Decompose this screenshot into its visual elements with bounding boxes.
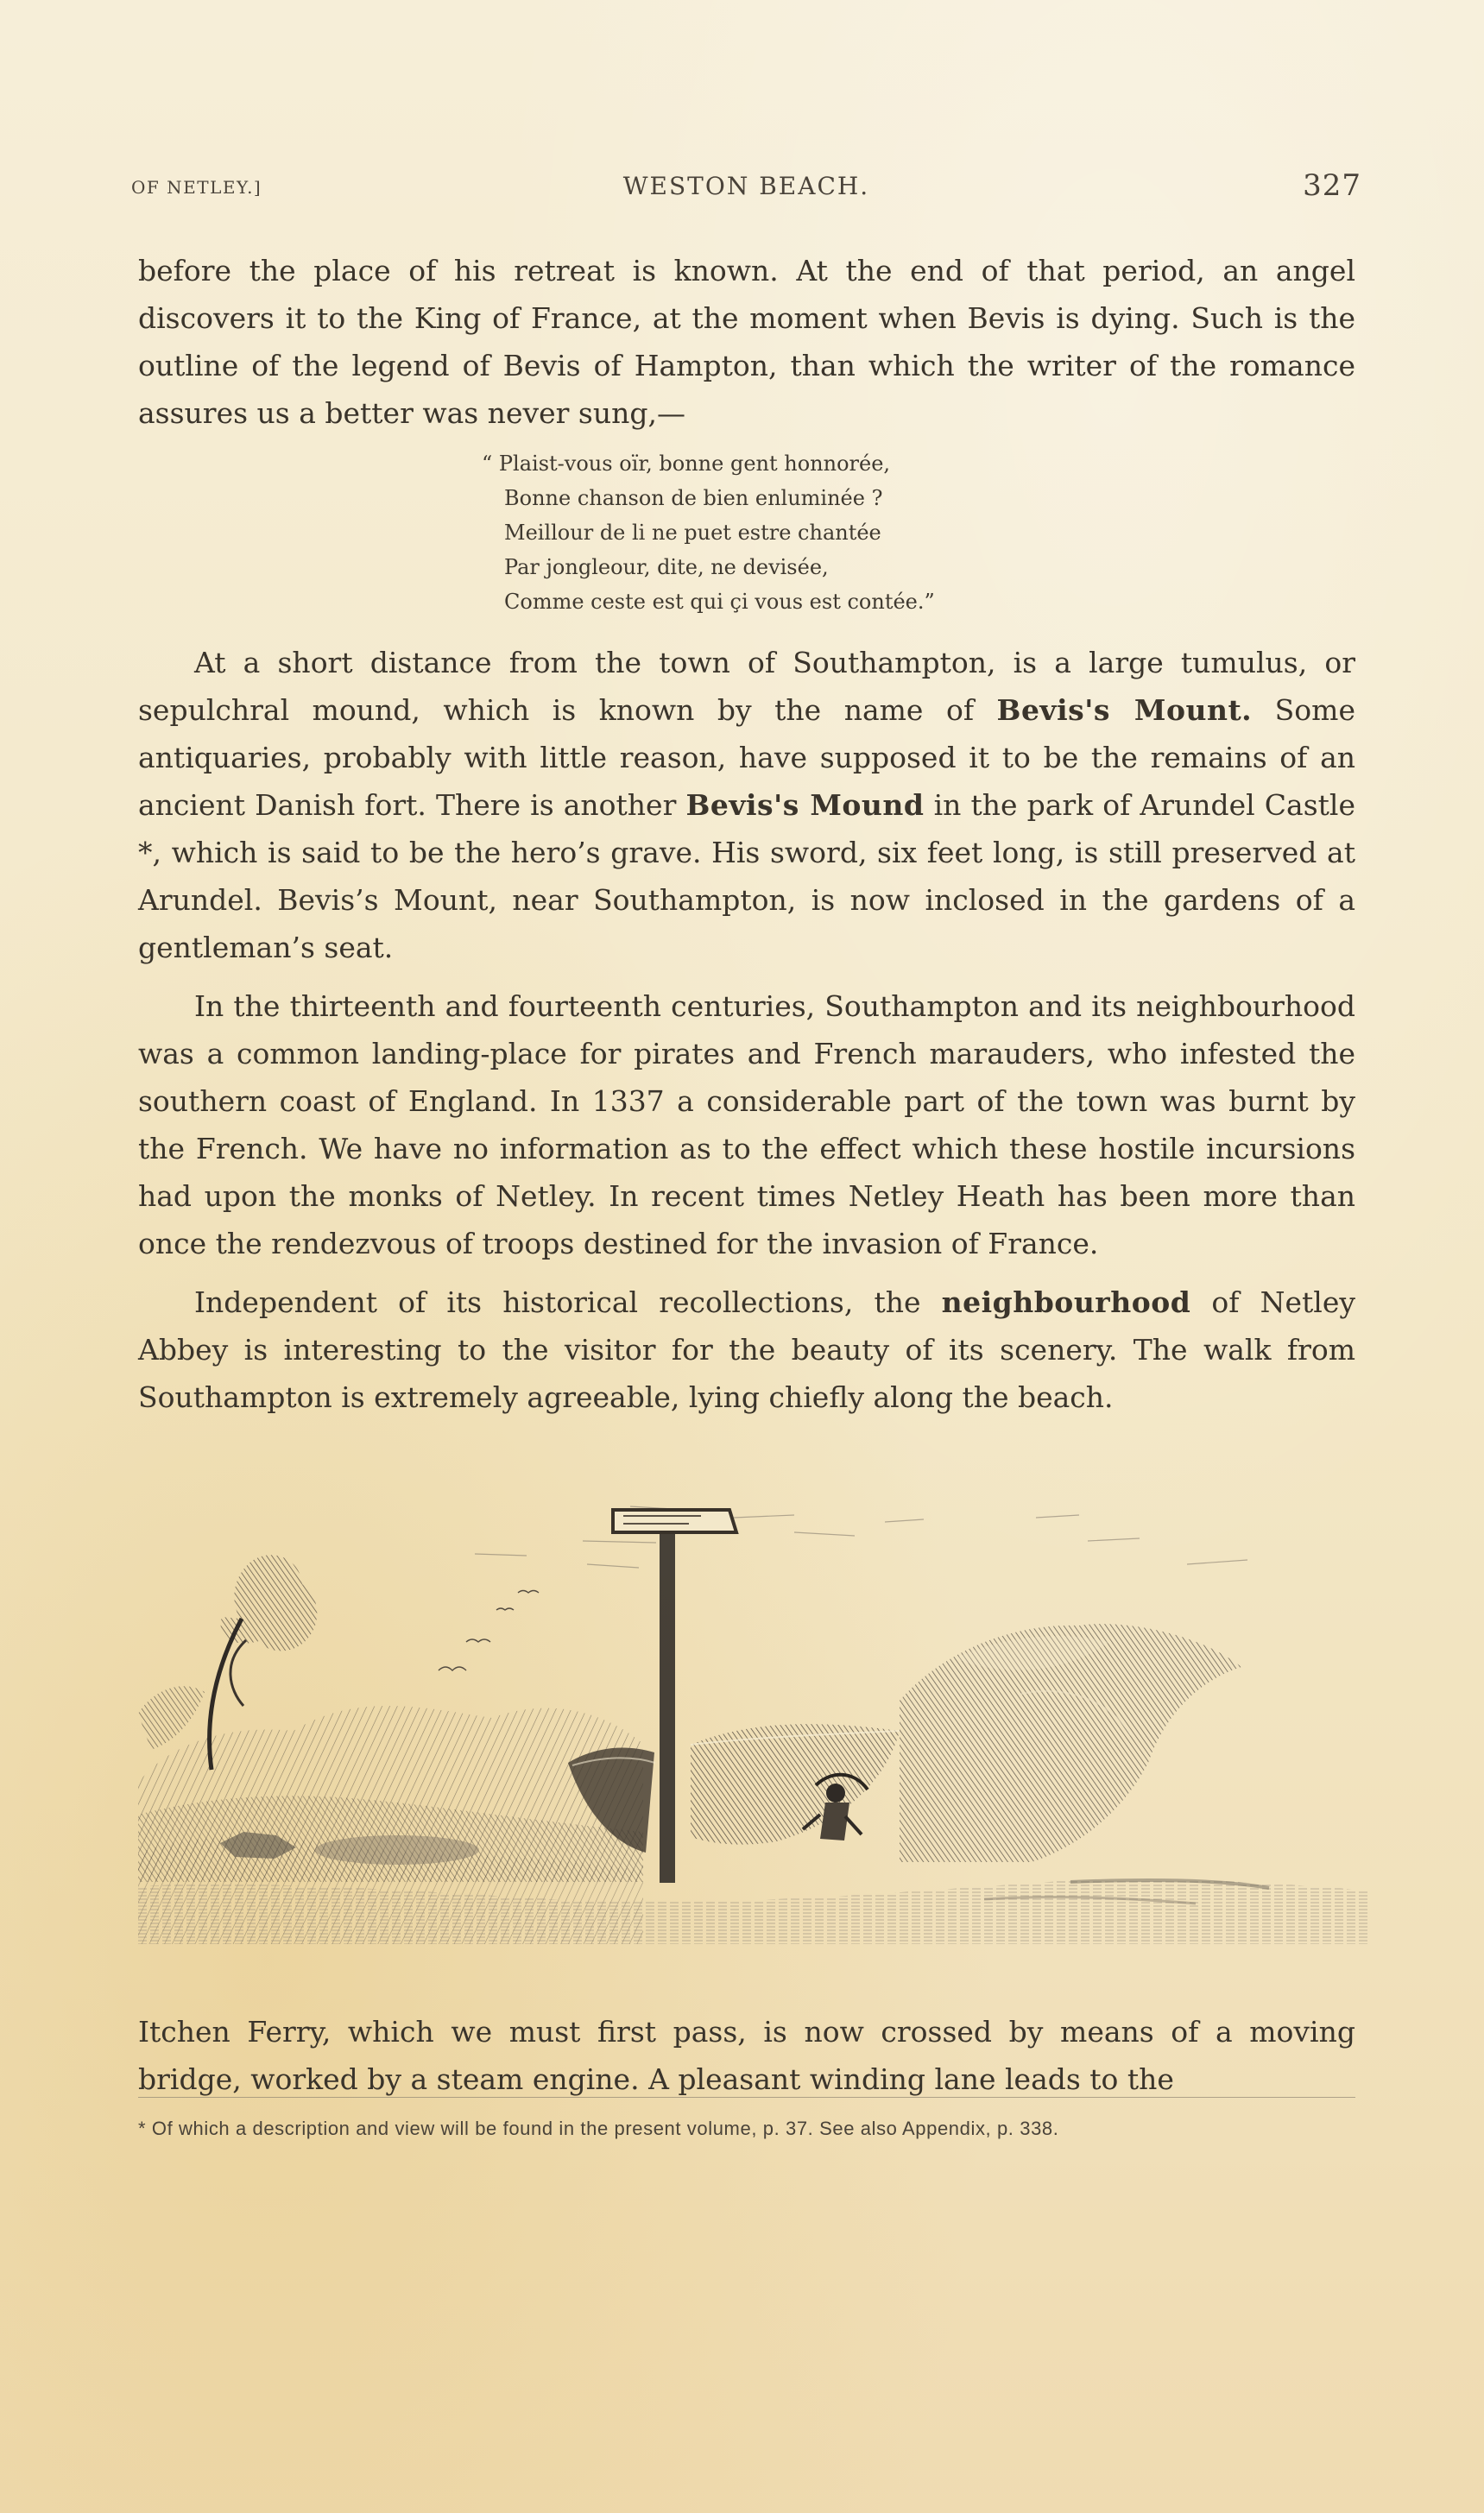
paragraph-text: of Netley Abbey is interesting to the visitor for the beauty of its scenery. The walk from Southampton is extremely agreeable, lying chiefly along the beach.: [138, 1285, 1355, 1414]
paragraph-text: At a short distance from the town of Southampton, is a large tumulus, or sepulchral mound, which is known by the name of: [138, 646, 1355, 727]
gothic-name: Bevis's Mount.: [996, 693, 1253, 727]
paragraph-bevis-mount: [138, 639, 1355, 971]
main-text: [138, 247, 1355, 1421]
birds: [439, 1591, 539, 1671]
paragraph-southampton-history: In the thirteenth and fourteenth centuries, Southampton and its neighbourhood was a common landing-place for pirates and French marauders, who infested the southern coast of England. In 1337 a considerable part of the town was burnt by the French. We have no information as to the effect which these hostile incursions had upon the monks of Netley. In recent times Netley Heath has been more than once the rendezvous of troops destined for the invasion of France.: [138, 989, 1355, 1260]
paragraph-itchen-ferry: Itchen Ferry, which we must first pass, is now crossed by means of a moving bridge, worked by a steam engine. A pleasant winding lane leads to the: [138, 2015, 1355, 2096]
running-head: [131, 167, 1361, 210]
paragraph-continuation: before the place of his retreat is known. At the end of that period, an angel discovers it to the King of France, at the moment when Bevis is dying. Such is the outline of the legend of Bevis of Hampton, than which the writer of the romance assures us a better was never sung,—: [138, 254, 1355, 430]
beach-sand: [138, 1879, 1368, 1944]
verse-line: Bonne chanson de bien enluminée ?: [504, 486, 883, 510]
footnote-rule: [138, 2097, 1355, 2098]
gothic-word: neighbourhood: [941, 1285, 1191, 1319]
running-head-title: WESTON BEACH.: [622, 172, 870, 200]
lower-text: [138, 1979, 1355, 2131]
paragraph-text: Independent of its historical recollections, the: [194, 1285, 942, 1319]
paragraph-text: in the park of Arundel Castle *, which is said to be the hero’s grave. His sword, six feet long, is still preserved at Arundel. Bevis’s Mount, near Southampton, is now inclosed in the gardens of a gentleman’s seat.: [138, 788, 1355, 964]
paragraph-scenery: [138, 1279, 1355, 1421]
quoted-verse: [138, 446, 1355, 619]
verse-line: Comme ceste est qui çi vous est contée.”: [504, 590, 935, 614]
beached-boat-right: [691, 1724, 900, 1845]
verse-line: Par jongleour, dite, ne devisée,: [504, 555, 829, 579]
sky-lines: [475, 1506, 1247, 1568]
paragraph-text: Some antiquaries, probably with little reason, have supposed it to be the remains of an ancient Danish fort. There is another: [138, 693, 1355, 822]
page-number: 327: [1303, 168, 1361, 203]
right-cliff: [900, 1624, 1241, 1862]
gothic-name: Bevis's Mound: [685, 788, 925, 822]
verse-line: Meillour de li ne puet estre chantée: [504, 521, 881, 545]
running-head-left: OF NETLEY.]: [131, 177, 262, 198]
verse-line: “ Plaist-vous oïr, bonne gent honnorée,: [482, 451, 891, 476]
footnote: * Of which a description and view will be found in the present volume, p. 37. See also Appendix, p. 338.: [138, 2118, 1059, 2139]
weston-beach-engraving: [138, 1493, 1368, 1944]
